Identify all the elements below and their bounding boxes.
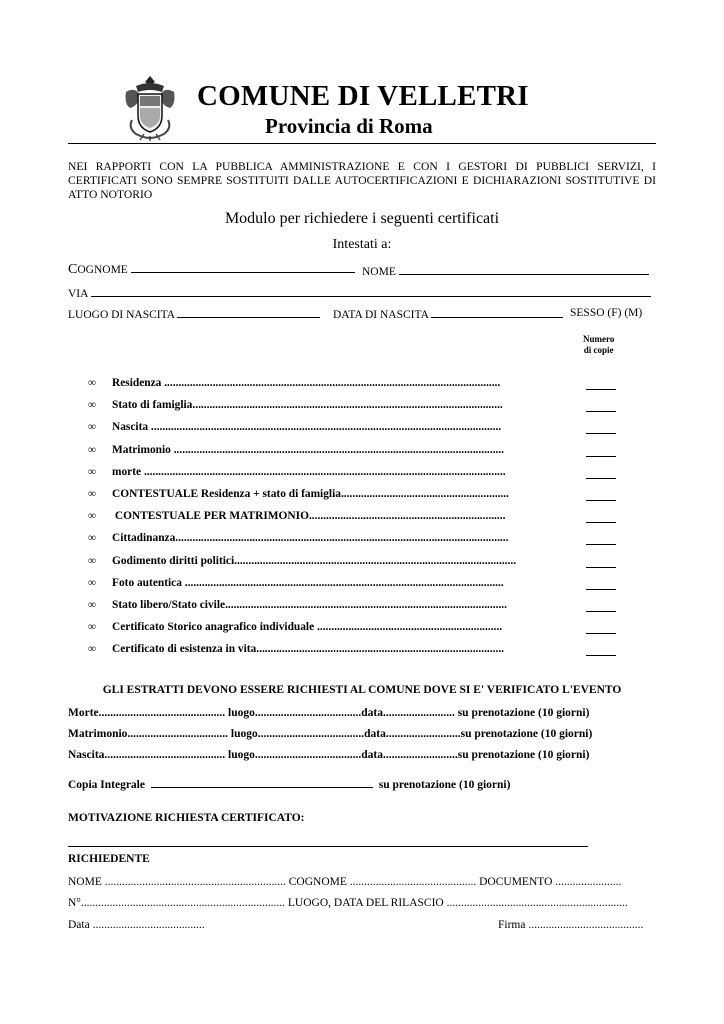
copies-input[interactable] bbox=[586, 433, 616, 434]
estratto-nascita-row[interactable]: Nascita.......................................... luogo.....................................data..........................su prenotazione (10 giorni) bbox=[68, 749, 590, 761]
bullet-icon: ∞ bbox=[88, 444, 97, 456]
copies-input[interactable] bbox=[586, 456, 616, 457]
certificate-label: morte bbox=[112, 466, 142, 478]
certificate-dots: ....................................................................................... bbox=[256, 643, 505, 655]
richiedente-line-2[interactable]: N°....................................................................... LUOGO, DATA DEL RILASCIO ............................................................... bbox=[68, 897, 628, 909]
certificate-dots: .................................................................................................................... bbox=[170, 444, 505, 456]
certificate-label: CONTESTUALE Residenza + stato di famiglia bbox=[112, 488, 341, 500]
bullet-icon: ∞ bbox=[88, 577, 97, 589]
certificate-item bbox=[88, 488, 509, 500]
certificate-dots: ..................................................................... bbox=[308, 510, 506, 522]
certificate-item bbox=[88, 599, 507, 611]
cognome-field[interactable]: COGNOME bbox=[68, 262, 355, 278]
bullet-icon: ∞ bbox=[88, 377, 97, 389]
certificate-item bbox=[88, 577, 504, 589]
certificate-label: Certificato Storico anagrafico individuale bbox=[112, 621, 315, 633]
certificate-item bbox=[88, 377, 500, 389]
via-field[interactable]: VIA bbox=[68, 286, 651, 300]
motivazione-line[interactable] bbox=[68, 846, 588, 847]
certificate-dots: ............................................................................................................. bbox=[192, 399, 503, 411]
estratto-morte-row[interactable]: Morte............................................ luogo.....................................data......................... su prenotazione (10 giorni) bbox=[68, 707, 590, 719]
copies-input[interactable] bbox=[586, 633, 616, 634]
certificate-dots: ................................................................................................... bbox=[234, 555, 517, 567]
certificate-label: Cittadinanza bbox=[112, 532, 176, 544]
copies-input[interactable] bbox=[586, 589, 616, 590]
richiedente-heading: RICHIEDENTE bbox=[68, 853, 150, 865]
coat-of-arms-icon bbox=[122, 74, 178, 142]
certificate-item bbox=[88, 421, 501, 433]
notice-text: NEI RAPPORTI CON LA PUBBLICA AMMINISTRAZIONE E CON I GESTORI DI PUBBLICI SERVIZI, I CERTIFICATI SONO SEMPRE SOSTITUITI DALLE AUTOCERTIFICAZIONI E DICHIARAZIONI SOSTITUTIVE DI ATTO NOTORIO bbox=[68, 160, 656, 201]
copies-input[interactable] bbox=[586, 611, 616, 612]
form-title: Modulo per richiedere i seguenti certificati bbox=[224, 210, 500, 227]
header-rule bbox=[68, 143, 656, 144]
page-title: COMUNE DI VELLETRI bbox=[197, 80, 529, 112]
luogo-nascita-field[interactable]: LUOGO DI NASCITA bbox=[68, 307, 320, 321]
certificate-label: Nascita bbox=[112, 421, 149, 433]
certificate-item bbox=[88, 621, 502, 633]
certificate-dots: ................................................................................................... bbox=[225, 599, 507, 611]
bullet-icon: ∞ bbox=[88, 532, 97, 544]
bullet-icon: ∞ bbox=[88, 643, 97, 655]
bullet-icon: ∞ bbox=[88, 421, 97, 433]
copies-input[interactable] bbox=[586, 500, 616, 501]
certificate-label: Godimento diritti politici bbox=[112, 555, 235, 567]
bullet-icon: ∞ bbox=[88, 399, 97, 411]
copies-input[interactable] bbox=[586, 389, 616, 390]
certificate-item bbox=[88, 399, 503, 411]
certificate-label: Foto autentica bbox=[112, 577, 182, 589]
data-nascita-field[interactable]: DATA DI NASCITA bbox=[333, 307, 563, 321]
certificate-dots: ...................................................................................................................... bbox=[161, 377, 501, 389]
richiedente-line-1[interactable]: NOME ............................................................... COGNOME ............................................ DOCUMENTO ....................... bbox=[68, 876, 622, 888]
copies-input[interactable] bbox=[586, 544, 616, 545]
bullet-icon: ∞ bbox=[88, 510, 97, 522]
certificate-label: Certificato di esistenza in vita bbox=[112, 643, 257, 655]
firma-field[interactable]: Firma ........................................ bbox=[498, 919, 644, 931]
certificate-label: Matrimonio bbox=[112, 444, 171, 456]
certificate-dots: ........................................................................................................................... bbox=[148, 421, 502, 433]
certificate-item bbox=[88, 555, 516, 567]
intestati-label: Intestati a: bbox=[332, 237, 392, 252]
copies-input[interactable] bbox=[586, 478, 616, 479]
copia-integrale-row[interactable]: Copia Integrale su prenotazione (10 giorni) bbox=[68, 779, 511, 791]
certificate-dots: ................................................................................................................ bbox=[181, 577, 504, 589]
copies-input[interactable] bbox=[586, 522, 616, 523]
certificate-label: Stato di famiglia bbox=[112, 399, 193, 411]
nome-field[interactable]: NOME bbox=[362, 264, 649, 278]
sesso-field[interactable]: SESSO (F) (M) bbox=[570, 307, 643, 319]
certificate-item bbox=[88, 466, 506, 478]
estratti-heading: GLI ESTRATTI DEVONO ESSERE RICHIESTI AL COMUNE DOVE SI E' VERIFICATO L'EVENTO bbox=[102, 684, 622, 696]
copies-input[interactable] bbox=[586, 655, 616, 656]
bullet-icon: ∞ bbox=[88, 621, 97, 633]
bullet-icon: ∞ bbox=[88, 488, 97, 500]
bullet-icon: ∞ bbox=[88, 466, 97, 478]
page-subtitle: Provincia di Roma bbox=[265, 114, 433, 138]
certificate-dots: ............................................................................................................................... bbox=[141, 466, 506, 478]
certificate-label: Residenza bbox=[112, 377, 162, 389]
certificate-item bbox=[88, 643, 504, 655]
certificate-dots: ..................................................................................................................... bbox=[175, 532, 509, 544]
certificate-label: CONTESTUALE PER MATRIMONIO bbox=[112, 510, 309, 522]
certificate-dots: ........................................................... bbox=[340, 488, 509, 500]
certificate-label: Stato libero/Stato civile bbox=[112, 599, 226, 611]
certificate-item bbox=[88, 532, 508, 544]
copies-input[interactable] bbox=[586, 567, 616, 568]
certificate-item bbox=[88, 510, 505, 522]
data-field[interactable]: Data ....................................... bbox=[68, 919, 205, 931]
numero-copie-label: Numero di copie bbox=[583, 334, 615, 355]
certificate-dots: ................................................................. bbox=[314, 621, 503, 633]
bullet-icon: ∞ bbox=[88, 599, 97, 611]
motivazione-label: MOTIVAZIONE RICHIESTA CERTIFICATO: bbox=[68, 812, 305, 824]
copies-input[interactable] bbox=[586, 411, 616, 412]
estratto-matrimonio-row[interactable]: Matrimonio................................... luogo.....................................data..........................su prenotazione (10 giorni) bbox=[68, 728, 593, 740]
bullet-icon: ∞ bbox=[88, 555, 97, 567]
certificate-item bbox=[88, 444, 504, 456]
